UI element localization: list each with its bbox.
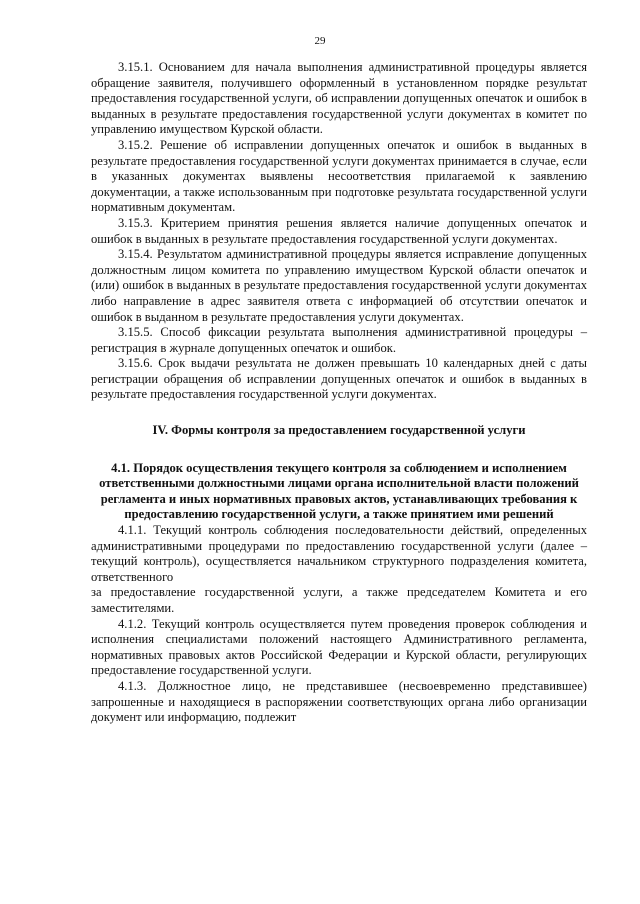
paragraph-4-1-3: 4.1.3. Должностное лицо, не представившее (несвоевременно представившее) запрошенные и находящиеся в распоряжении соответствующих органа либо организации документ или информацию, подлежит <box>91 678 587 725</box>
paragraph-4-1-1: 4.1.1. Текущий контроль соблюдения последовательности действий, определенных административными процедурами по предоставлению государственной услуги (далее – текущий контроль), осуществляется начальником структурного подразделения комитета, ответственного <box>91 523 587 584</box>
paragraph-3-15-5: 3.15.5. Способ фиксации результата выполнения административной процедуры – регистрация в журнале допущенных опечаток и ошибок. <box>91 325 587 355</box>
paragraph-3-15-6: 3.15.6. Срок выдачи результата не должен превышать 10 календарных дней с даты регистрации обращения об исправлении допущенных опечаток и ошибок в выданных в результате предоставления государственной услуги документах. <box>91 356 587 402</box>
subsection-heading: 4.1. Порядок осуществления текущего контроля за соблюдением и исполнением ответственными должностными лицами органа исполнительной власти положений регламента и иных нормативных правовых актов, устанавливающих требования к предоставлению государственной услуги, а также принятием ими решений <box>99 460 579 522</box>
paragraph-3-15-1: 3.15.1. Основанием для начала выполнения административной процедуры является обращение заявителя, получившего оформленный в установленном порядке результат предоставления государственной услуги, об исправлении допущенных опечаток и ошибок в выданных в результате предоставления государственной услуги документах в комитет по управлению имуществом Курской области. <box>91 60 587 137</box>
document-body <box>91 60 587 726</box>
paragraph-3-15-2: 3.15.2. Решение об исправлении допущенных опечаток и ошибок в выданных в результате предоставления государственной услуги документах принимается в случае, если в указанных документах выявлены несоответствия прилагаемой к заявлению документации, а также использованным при подготовке результата государственной услуги нормативным документам. <box>91 137 587 215</box>
page-number: 29 <box>314 35 326 47</box>
paragraph-3-15-3: 3.15.3. Критерием принятия решения является наличие допущенных опечаток и ошибок в выданных в результате предоставления государственной услуги документах. <box>91 215 587 246</box>
paragraph-4-1-1-cont: за предоставление государственной услуги, а также председателем Комитета и его заместителями. <box>91 585 587 615</box>
paragraph-4-1-2: 4.1.2. Текущий контроль осуществляется путем проведения проверок соблюдения и исполнения специалистами положений настоящего Административного регламента, нормативных правовых актов Российской Федерации и Курской области, регулирующих предоставление государственной услуги. <box>91 616 587 678</box>
paragraph-3-15-4: 3.15.4. Результатом административной процедуры является исправление допущенных должностным лицом комитета по управлению имуществом Курской области опечаток и (или) ошибок в выданных в результате предоставления государственной услуги документах либо направление в адрес заявителя ответа с информацией об отсутствии опечаток и ошибок в выданном в результате предоставления услуги документах. <box>91 247 587 324</box>
section-heading: IV. Формы контроля за предоставлением государственной услуги <box>152 423 526 438</box>
